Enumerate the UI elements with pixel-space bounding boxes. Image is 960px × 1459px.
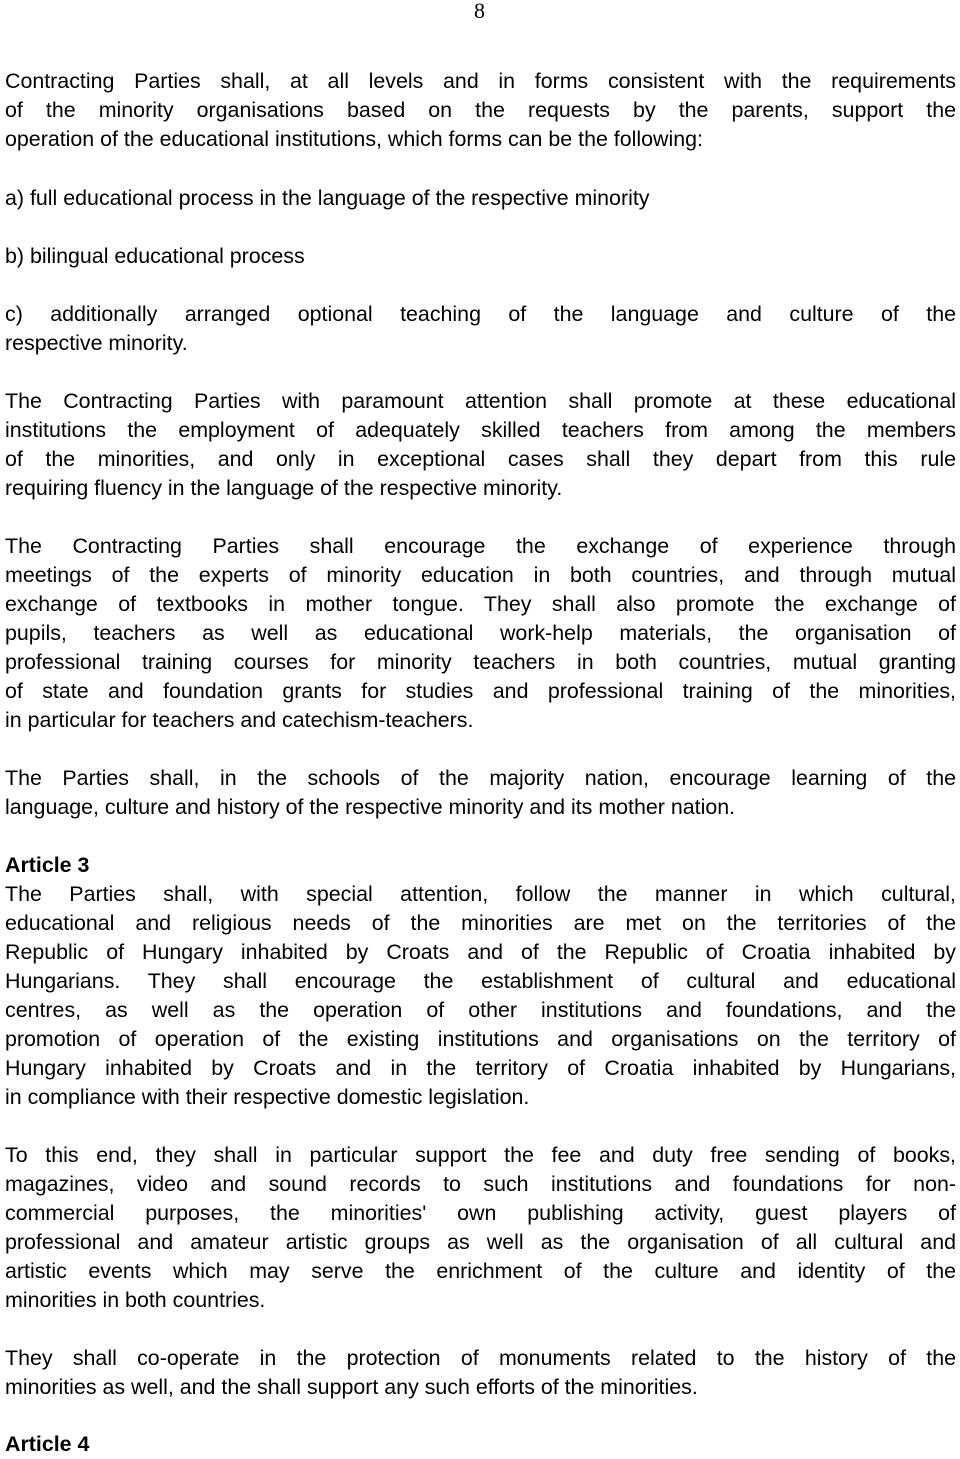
text-line: operation of the educational institutions, which forms can be the following: (5, 127, 703, 151)
text-line: The Parties shall, in the schools of the majority nation, encourage learning of the (5, 766, 956, 790)
paragraph-teachers (5, 387, 956, 503)
text-line: institutions the employment of adequately skilled teachers from among the members (5, 418, 956, 442)
text-line: commercial purposes, the minorities' own publishing activity, guest players of (5, 1201, 956, 1225)
text-line: artistic events which may serve the enrichment of the culture and identity of the (5, 1259, 956, 1283)
text-line: minorities in both countries. (5, 1288, 266, 1312)
text-line: pupils, teachers as well as educational work-help materials, the organisation of (5, 621, 956, 645)
text-line: The Contracting Parties with paramount attention shall promote at these educational (5, 389, 956, 413)
page-number: 8 (474, 0, 485, 23)
list-item-b (5, 242, 956, 271)
text-line: The Contracting Parties shall encourage the exchange of experience through (5, 534, 956, 558)
text-line: b) bilingual educational process (5, 244, 305, 268)
text-line: in particular for teachers and catechism-teachers. (5, 708, 474, 732)
article-3-heading: Article 3 (5, 853, 90, 877)
text-line: language, culture and history of the respective minority and its mother nation. (5, 795, 736, 819)
text-line: of state and foundation grants for studies and professional training of the minorities, (5, 679, 956, 703)
text-line: requiring fluency in the language of the respective minority. (5, 476, 563, 500)
text-line: a) full educational process in the language of the respective minority (5, 186, 650, 210)
paragraph-exchange (5, 532, 956, 735)
text-line: Hungary inhabited by Croats and in the territory of Croatia inhabited by Hungarians, (5, 1056, 956, 1080)
text-line: meetings of the experts of minority education in both countries, and through mutual (5, 563, 956, 587)
text-line: promotion of operation of the existing institutions and organisations on the territory of (5, 1027, 956, 1051)
text-line: educational and religious needs of the minorities are met on the territories of the (5, 911, 956, 935)
text-line: professional training courses for minority teachers in both countries, mutual granting (5, 650, 956, 674)
text-line: Contracting Parties shall, at all levels and in forms consistent with the requirements (5, 69, 956, 93)
text-line: The Parties shall, with special attention, follow the manner in which cultural, (5, 882, 956, 906)
text-line: minorities as well, and the shall support any such efforts of the minorities. (5, 1375, 698, 1399)
text-line: centres, as well as the operation of other institutions and foundations, and the (5, 998, 956, 1022)
text-line: respective minority. (5, 331, 188, 355)
text-line: They shall co-operate in the protection of monuments related to the history of the (5, 1346, 956, 1370)
text-line: professional and amateur artistic groups as well as the organisation of all cultural and (5, 1230, 956, 1254)
text-line: magazines, video and sound records to such institutions and foundations for non- (5, 1172, 956, 1196)
text-line: Hungarians. They shall encourage the establishment of cultural and educational (5, 969, 956, 993)
text-line: Republic of Hungary inhabited by Croats and of the Republic of Croatia inhabited by (5, 940, 956, 964)
text-line: in compliance with their respective domestic legislation. (5, 1085, 530, 1109)
paragraph-article-3 (5, 880, 956, 1112)
list-item-a (5, 184, 956, 213)
text-line: of the minorities, and only in exceptional cases shall they depart from this rule (5, 447, 956, 471)
text-line: To this end, they shall in particular support the fee and duty free sending of books, (5, 1143, 956, 1167)
paragraph-majority-schools (5, 764, 956, 822)
list-item-c (5, 300, 956, 358)
paragraph-support-sending (5, 1141, 956, 1315)
article-4-heading: Article 4 (5, 1432, 90, 1456)
text-line: of the minority organisations based on the requests by the parents, support the (5, 98, 956, 122)
text-line: c) additionally arranged optional teaching of the language and culture of the (5, 302, 956, 326)
paragraph-educational-institutions (5, 67, 956, 154)
paragraph-monuments (5, 1344, 956, 1402)
text-line: exchange of textbooks in mother tongue. They shall also promote the exchange of (5, 592, 956, 616)
